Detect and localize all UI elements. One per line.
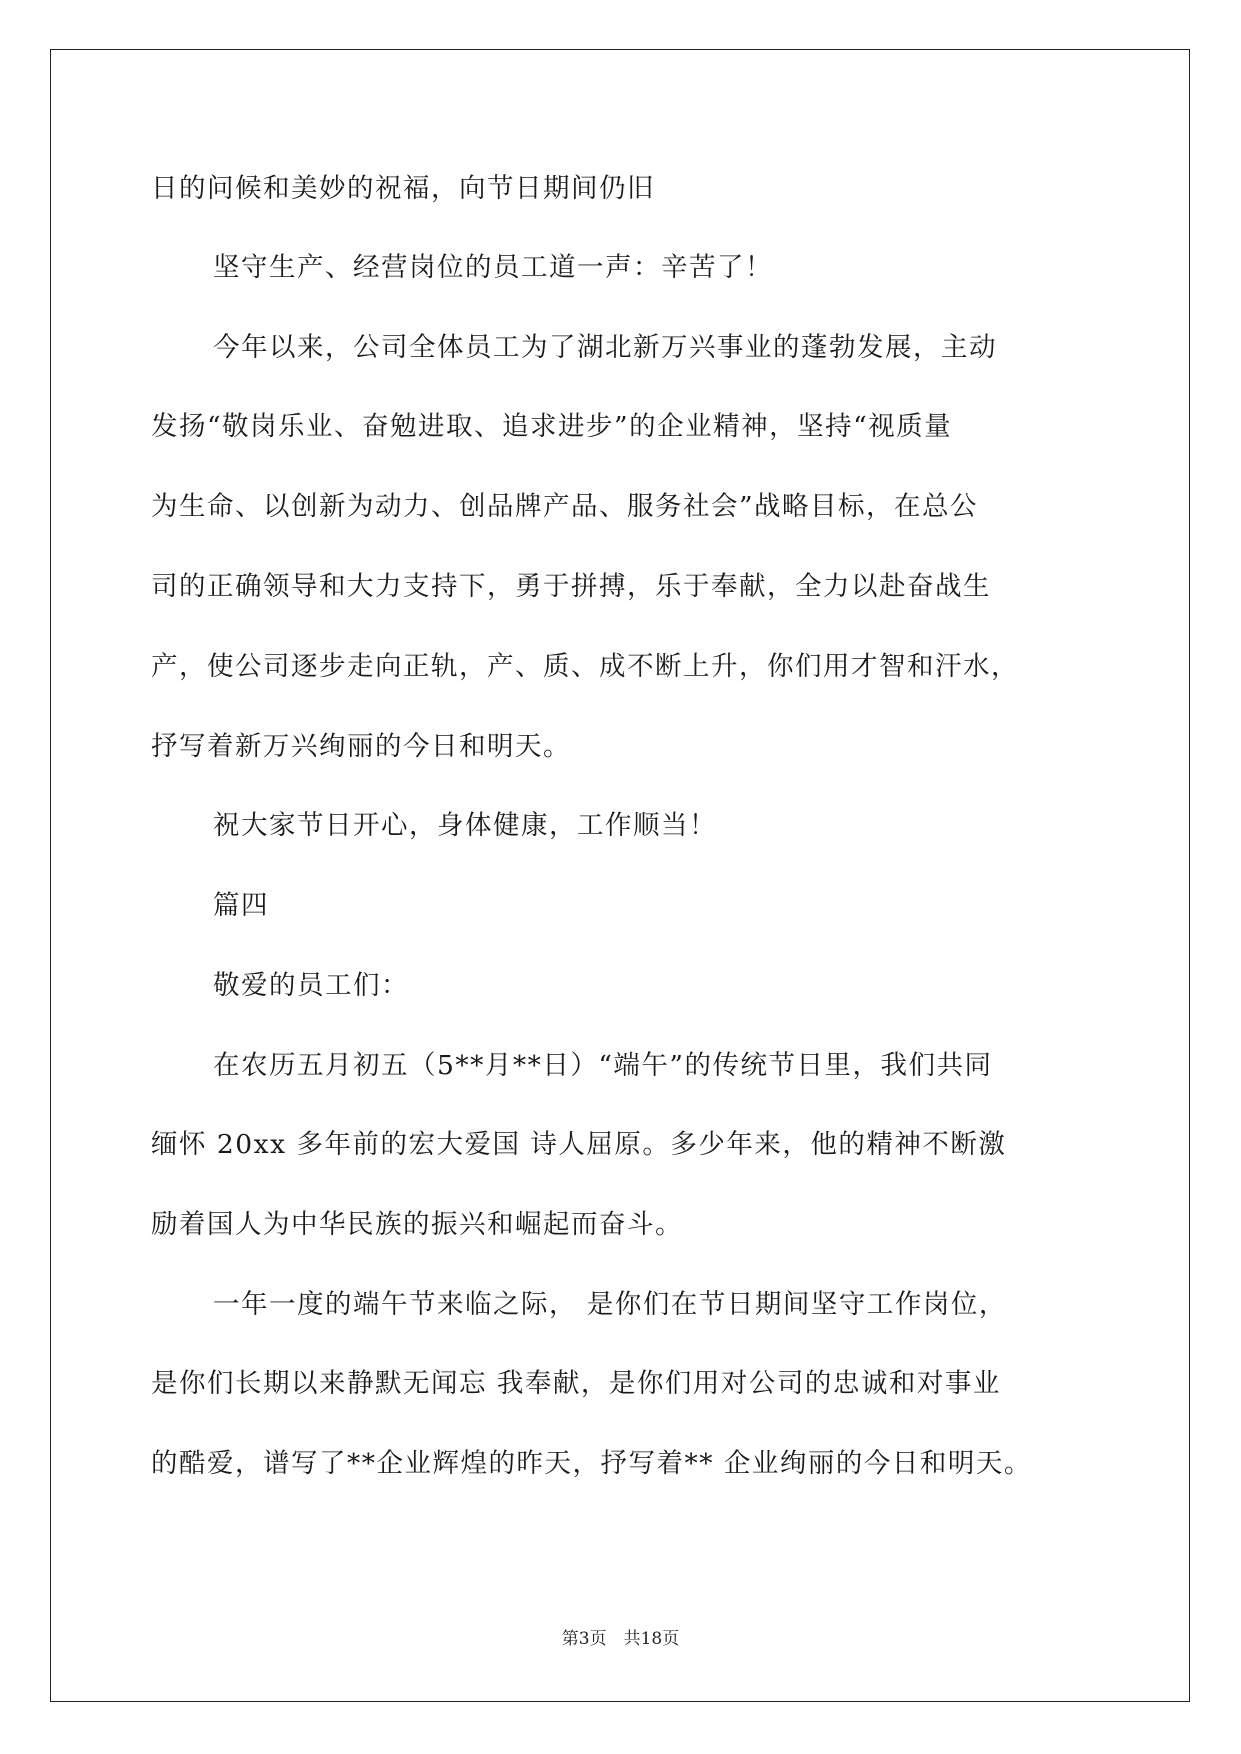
- text-line: 的酷爱，谱写了**企业辉煌的昨天，抒写着** 企业绚丽的今日和明天。: [151, 1448, 1032, 1479]
- text-line: 为生命、以创新为动力、创品牌产品、服务社会”战略目标，在总公: [151, 491, 979, 522]
- page-footer: 第3页 共18页: [561, 1629, 680, 1649]
- text-line: 一年一度的端午节来临之际， 是你们在节日期间坚守工作岗位，: [213, 1289, 1007, 1320]
- text-line: 祝大家节日开心，身体健康，工作顺当！: [213, 810, 717, 841]
- text-line: 在农历五月初五（5**月**日）“端午”的传统节日里，我们共同: [213, 1050, 993, 1081]
- text-line: 是你们长期以来静默无闻忘 我奉献，是你们用对公司的忠诚和对事业: [151, 1368, 1001, 1399]
- text-line: 产，使公司逐步走向正轨，产、质、成不断上升，你们用才智和汗水，: [151, 651, 1019, 682]
- text-line: 坚守生产、经营岗位的员工道一声：辛苦了！: [213, 252, 773, 283]
- salutation: 敬爱的员工们：: [213, 970, 409, 1001]
- text-line: 司的正确领导和大力支持下，勇于拼搏，乐于奉献，全力以赴奋战生: [151, 571, 991, 602]
- text-line: 缅怀 20xx 多年前的宏大爱国 诗人屈原。多少年来，他的精神不断激: [151, 1129, 1007, 1160]
- text-line: 今年以来，公司全体员工为了湖北新万兴事业的蓬勃发展，主动: [213, 332, 997, 363]
- text-line: 发扬“敬岗乐业、奋勉进取、追求进步”的企业精神，坚持“视质量: [151, 411, 953, 442]
- text-line: 抒写着新万兴绚丽的今日和明天。: [151, 731, 571, 762]
- text-line: 日的问候和美妙的祝福，向节日期间仍旧: [151, 173, 655, 204]
- section-heading: 篇四: [213, 890, 269, 921]
- text-line: 励着国人为中华民族的振兴和崛起而奋斗。: [151, 1209, 683, 1240]
